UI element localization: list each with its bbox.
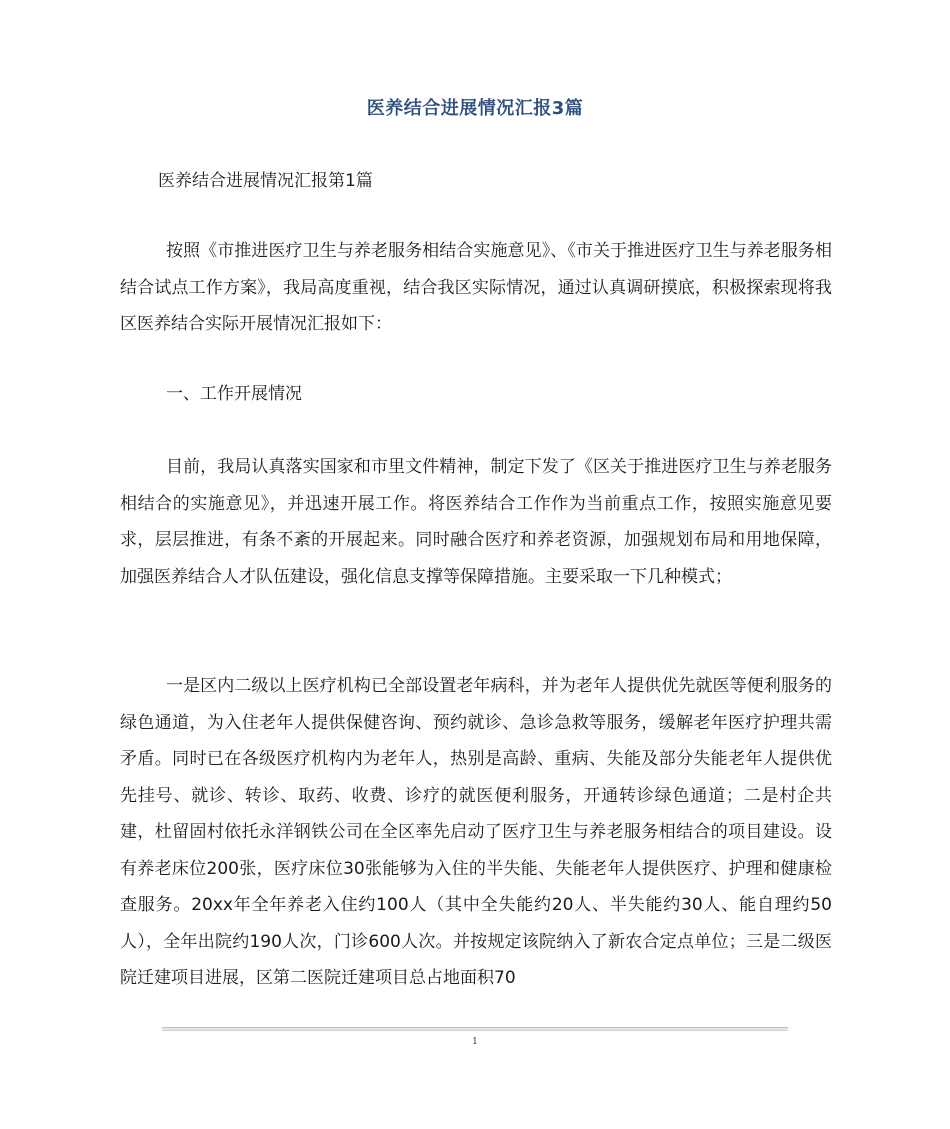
models-paragraph: 一是区内二级以上医疗机构已全部设置老年病科，并为老年人提供优先就医等便利服务的绿色通道，为入住老年人提供保健咨询、预约就诊、急诊急救等服务，缓解老年医疗护理共需矛盾。同时已在各级医疗机构内为老年人，热别是高龄、重病、失能及部分失能老年人提供优先挂号、就诊、转诊、取药、收费、诊疗的就医便利服务，开通转诊绿色通道；二是村企共建，杜留固村依托永洋钢铁公司在全区率先启动了医疗卫生与养老服务相结合的项目建设。设有养老床位200张，医疗床位30张能够为入住的半失能、失能老年人提供医疗、护理和健康检查服务。20xx年全年养老入住约100人（其中全失能约20人、半失能约30人、能自理约50人），全年出院约190人次，门诊600人次。并按规定该院纳入了新农合定点单位；三是二级医院迁建项目进展，区第二医院迁建项目总占地面积70: [120, 676, 832, 988]
footer-divider: [162, 1027, 788, 1031]
section-subtitle: 医养结合进展情况汇报第1篇: [158, 171, 373, 191]
current-work-paragraph: 目前，我局认真落实国家和市里文件精神，制定下发了《区关于推进医疗卫生与养老服务相结合的实施意见》，并迅速开展工作。将医养结合工作作为当前重点工作，按照实施意见要求，层层推进，有条不紊的开展起来。同时融合医疗和养老资源，加强规划布局和用地保障，加强医养结合人才队伍建设，强化信息支撑等保障措施。主要采取一下几种模式；: [120, 457, 832, 587]
document-title: 医养结合进展情况汇报3篇: [366, 98, 584, 119]
page-number: 1: [472, 1037, 478, 1047]
section-heading: 一、工作开展情况: [166, 384, 302, 404]
intro-paragraph: 按照《市推进医疗卫生与养老服务相结合实施意见》、《市关于推进医疗卫生与养老服务相结合试点工作方案》，我局高度重视，结合我区实际情况，通过认真调研摸底，积极探索现将我区医养结合实际开展情况汇报如下：: [120, 241, 832, 334]
